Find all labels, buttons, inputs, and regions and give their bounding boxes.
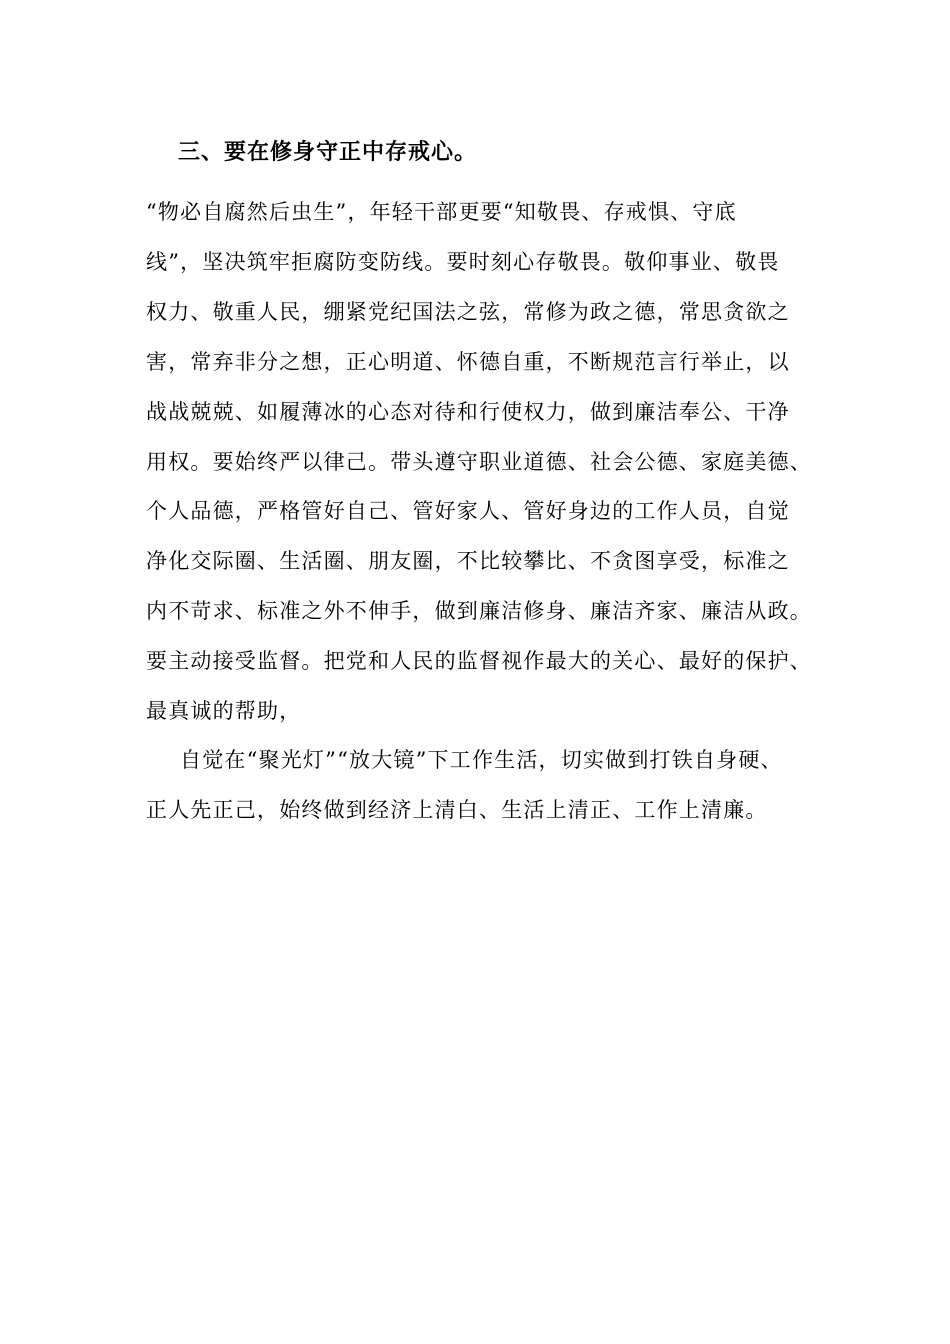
paragraph-1-line-1: “物必自腐然后虫生”，年轻干部更要“知敬畏、存戒惧、守底	[146, 200, 737, 224]
paragraph-1-line-4: 害，常弃非分之想，正心明道、怀德自重，不断规范言行举止，以	[146, 350, 790, 374]
paragraph-2-line-1: 自觉在“聚光灯”“放大镜”下工作生活，切实做到打铁自身硬、	[180, 748, 783, 772]
paragraph-1-line-5: 战战兢兢、如履薄冰的心态对待和行使权力，做到廉洁奉公、干净	[146, 400, 790, 424]
paragraph-1-line-10: 要主动接受监督。把党和人民的监督视作最大的关心、最好的保护、	[146, 649, 812, 673]
paragraph-1-line-8: 净化交际圈、生活圈、朋友圈，不比较攀比、不贪图享受，标准之	[146, 549, 790, 573]
paragraph-2-line-2: 正人先正己，始终做到经济上清白、生活上清正、工作上清廉。	[146, 798, 768, 822]
paragraph-1-line-3: 权力、敬重人民，绷紧党纪国法之弦，常修为政之德，常思贪欲之	[146, 300, 790, 324]
paragraph-1-line-9: 内不苛求、标准之外不伸手，做到廉洁修身、廉洁齐家、廉洁从政。	[146, 599, 812, 623]
paragraph-1-line-11: 最真诚的帮助，	[146, 699, 302, 723]
paragraph-1-line-2: 线”，坚决筑牢拒腐防变防线。要时刻心存敬畏。敬仰事业、敬畏	[146, 250, 780, 274]
paragraph-1-line-7: 个人品德，严格管好自己、管好家人、管好身边的工作人员，自觉	[146, 499, 790, 523]
section-heading: 三、要在修身守正中存戒心。	[178, 139, 478, 165]
paragraph-1-line-6: 用权。要始终严以律己。带头遵守职业道德、社会公德、家庭美德、	[146, 450, 812, 474]
